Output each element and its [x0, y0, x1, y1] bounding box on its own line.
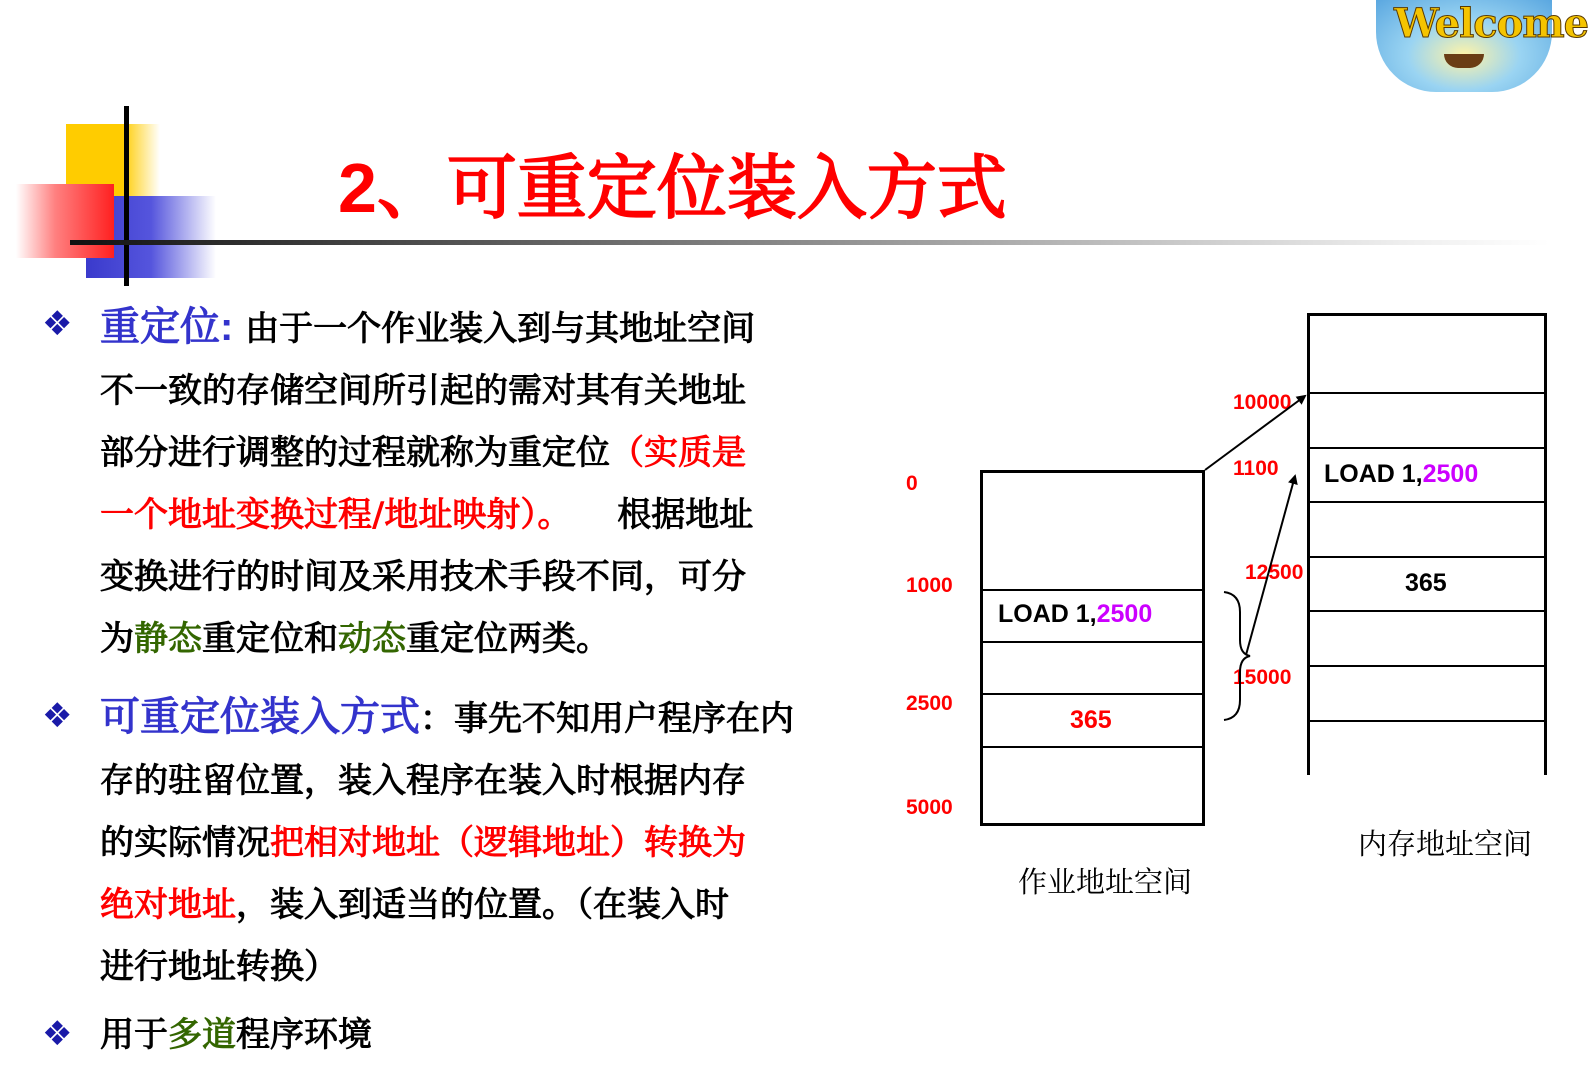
bullet-diamond-icon: ❖ [42, 1014, 73, 1054]
dynamic-term: 动态 [338, 619, 406, 659]
memory-address-label: 12500 [1245, 561, 1304, 584]
job-address-label: 2500 [906, 692, 953, 715]
bullet-relocation: 重定位: 由于一个作业装入到与其地址空间 不一致的存储空间所引起的需对其有关地址 部分进行调整的过程就称为重定位（实质是 一个地址变换过程/地址映射）。 根据地址 变换进行的时间及采用技术手段不同，可分 为静态重定位和动态重定位两类。 [100, 305, 756, 659]
address-mapping-note: 一个地址变换过程/地址映射）。 [100, 495, 572, 535]
relocatable-loading-heading: 可重定位装入方式 [100, 695, 420, 739]
welcome-badge-text: Welcome [1394, 0, 1588, 47]
bullet-diamond-icon: ❖ [42, 696, 73, 736]
static-term: 静态 [134, 619, 202, 659]
memory-address-label: 15000 [1233, 666, 1292, 689]
bullet-multiprogramming: 用于多道程序环境 [100, 1015, 372, 1055]
relocation-heading: 重定位 [100, 305, 220, 349]
job-address-label: 5000 [906, 796, 953, 819]
relocation-arrow [1205, 396, 1305, 470]
memory-data-value: 365 [1405, 569, 1447, 597]
memory-load-instruction: LOAD 1,2500 [1324, 460, 1479, 488]
job-space-caption: 作业地址空间 [1018, 865, 1193, 899]
address-jump-arrow [1246, 476, 1295, 655]
page-title: 2、可重定位装入方式 [338, 149, 1007, 227]
bullet-relocatable-loading: 可重定位装入方式：事先不知用户程序在内 存的驻留位置，装入程序在装入时根据内存 的实际情况把相对地址（逻辑地址）转换为 绝对地址，装入到适当的位置。（在装入时 进行地址转换） [100, 695, 794, 987]
memory-address-label: 1100 [1233, 457, 1279, 480]
range-brace [1224, 592, 1250, 720]
memory-space-caption: 内存地址空间 [1358, 827, 1533, 861]
bullet-diamond-icon: ❖ [42, 304, 73, 344]
job-load-instruction: LOAD 1,2500 [998, 600, 1153, 628]
memory-address-label: 10000 [1233, 391, 1292, 414]
job-address-label: 1000 [906, 574, 953, 597]
job-address-label: 0 [906, 472, 918, 495]
job-data-value: 365 [1070, 706, 1112, 734]
